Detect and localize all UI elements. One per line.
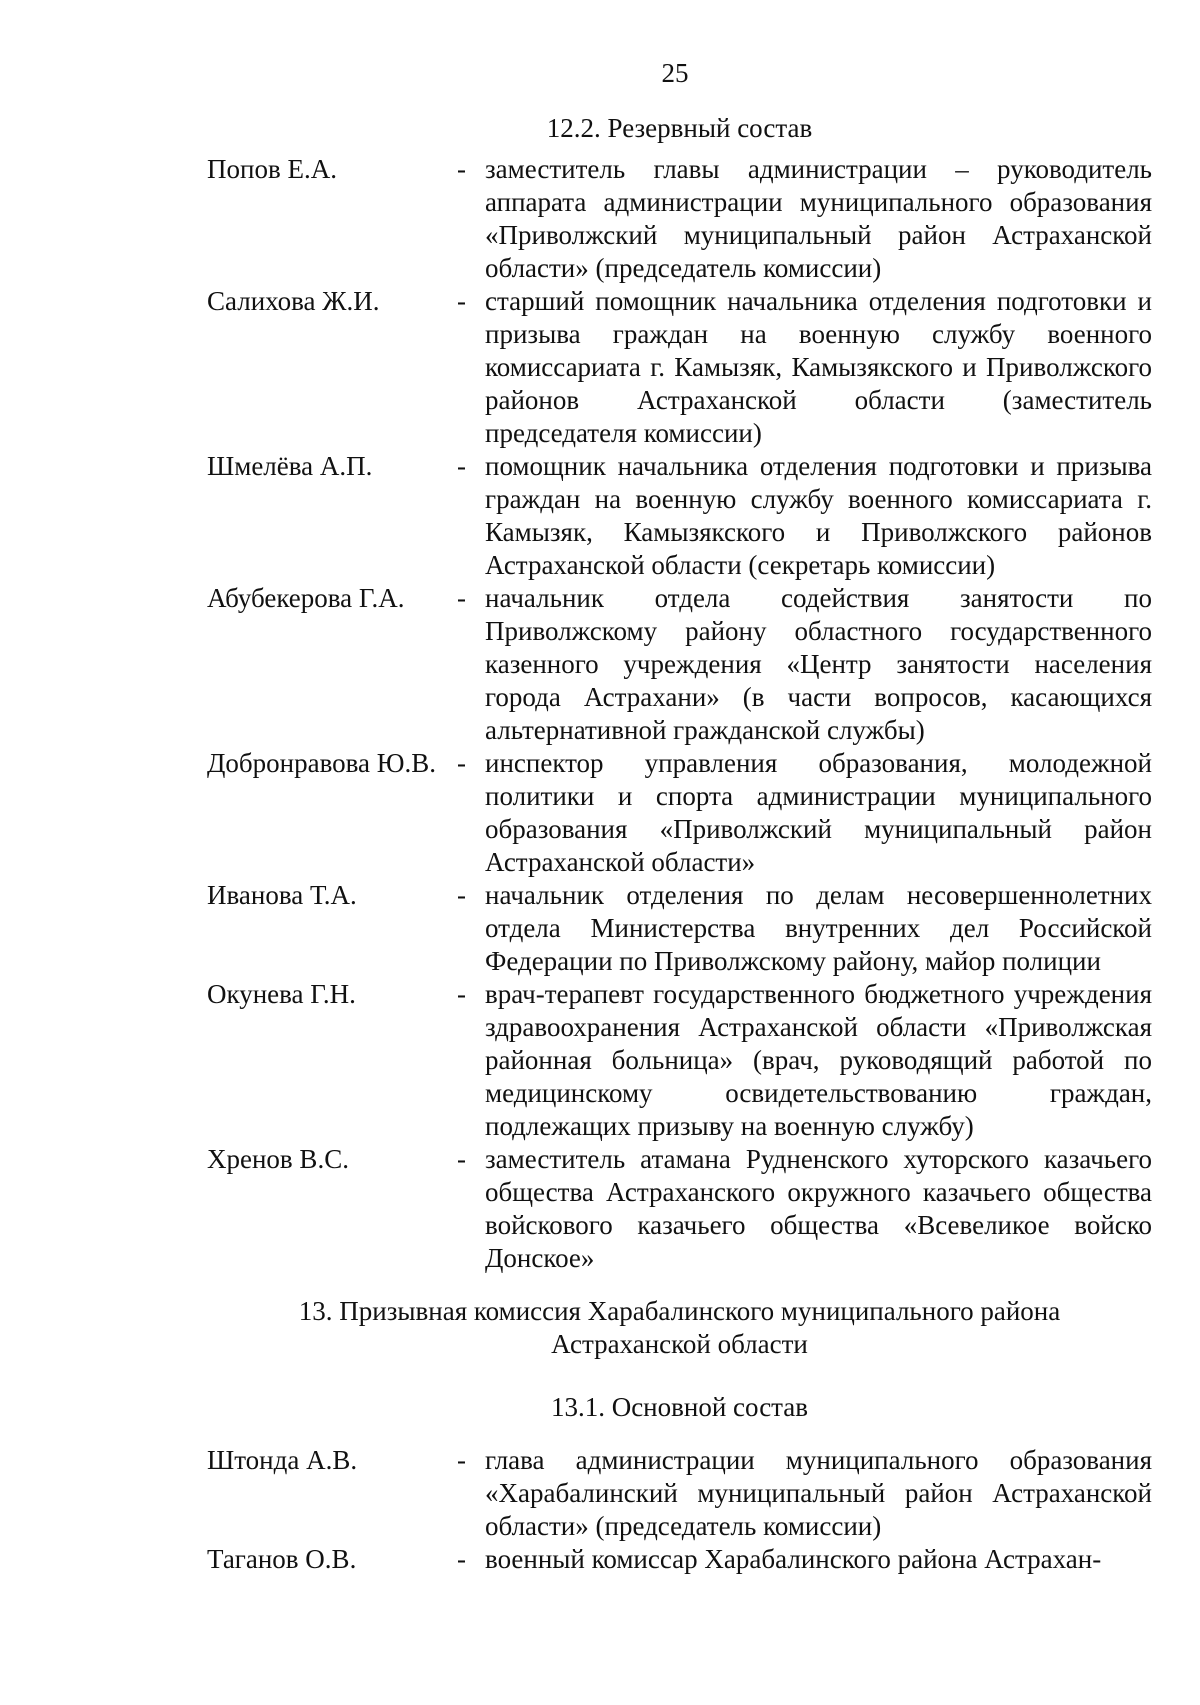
member-name: Штонда А.В. bbox=[207, 1445, 358, 1475]
member-role: помощник начальника отделения подготовки и призыва граждан на военную службу военного комиссариата г. Камызяк, Камызякского и Приволжского районов Астраханской области (секретарь комиссии) bbox=[485, 451, 1152, 580]
member-role: инспектор управления образования, молодежной политики и спорта администрации муниципального образования «Приволжский муниципальный район Астраханской области» bbox=[485, 748, 1152, 877]
section-heading-13-1: 13.1. Основной состав bbox=[550, 1392, 809, 1422]
member-name: Салихова Ж.И. bbox=[207, 286, 380, 316]
member-dash: - bbox=[457, 880, 466, 910]
member-role: начальник отделения по делам несовершеннолетних отдела Министерства внутренних дел Российской Федерации по Приволжскому району, майор полиции bbox=[485, 880, 1152, 976]
member-name: Попов Е.А. bbox=[207, 154, 337, 184]
member-role: начальник отдела содействия занятости по Приволжскому району областного государственного казенного учреждения «Центр занятости населения города Астрахани» (в части вопросов, касающихся альтернативной гражданской службы) bbox=[485, 583, 1152, 745]
section-heading-13 bbox=[207, 1295, 1152, 1361]
page-number: 25 bbox=[661, 58, 689, 88]
member-row bbox=[207, 1543, 1152, 1576]
member-dash: - bbox=[457, 154, 466, 184]
member-dash: - bbox=[457, 451, 466, 481]
member-role: старший помощник начальника отделения подготовки и призыва граждан на военную службу военного комиссариата г. Камызяк, Камызякского и Приволжского районов Астраханской области (заместитель председателя комиссии) bbox=[485, 286, 1152, 448]
member-row bbox=[207, 1143, 1152, 1275]
member-name: Окунева Г.Н. bbox=[207, 979, 356, 1009]
member-dash: - bbox=[457, 1445, 466, 1475]
member-row bbox=[207, 978, 1152, 1143]
member-name: Таганов О.В. bbox=[207, 1544, 357, 1574]
document-content bbox=[207, 112, 1152, 1576]
member-row bbox=[207, 747, 1152, 879]
member-row bbox=[207, 1444, 1152, 1543]
member-row bbox=[207, 450, 1152, 582]
member-role: заместитель атамана Рудненского хуторского казачьего общества Астраханского окружного казачьего общества войскового казачьего общества «Всевеликое войско Донское» bbox=[485, 1144, 1152, 1273]
member-dash: - bbox=[457, 979, 466, 1009]
member-name: Абубекерова Г.А. bbox=[207, 583, 405, 613]
member-list-12-2 bbox=[207, 153, 1152, 1275]
member-row bbox=[207, 153, 1152, 285]
member-role: врач-терапевт государственного бюджетного учреждения здравоохранения Астраханской области «Приволжская районная больница» (врач, руководящий работой по медицинскому освидетельствованию граждан, подлежащих призыву на военную службу) bbox=[485, 979, 1152, 1141]
section-heading-13-line2: Астраханской области bbox=[551, 1329, 808, 1359]
member-name: Шмелёва А.П. bbox=[207, 451, 373, 481]
member-role: заместитель главы администрации – руководитель аппарата администрации муниципального образования «Приволжский муниципальный район Астраханской области» (председатель комиссии) bbox=[485, 154, 1152, 283]
member-dash: - bbox=[457, 1144, 466, 1174]
section-heading-12-2: 12.2. Резервный состав bbox=[546, 113, 813, 143]
member-dash: - bbox=[457, 583, 466, 613]
member-dash: - bbox=[457, 286, 466, 316]
member-role: глава администрации муниципального образования «Харабалинский муниципальный район Астраханской области» (председатель комиссии) bbox=[485, 1445, 1152, 1541]
member-dash: - bbox=[457, 748, 466, 778]
member-name: Иванова Т.А. bbox=[207, 880, 357, 910]
member-row bbox=[207, 879, 1152, 978]
member-name: Добронравова Ю.В. bbox=[207, 748, 437, 778]
member-row bbox=[207, 582, 1152, 747]
section-heading-13-line1: 13. Призывная комиссия Харабалинского муниципального района bbox=[298, 1296, 1061, 1326]
member-list-13-1 bbox=[207, 1444, 1152, 1576]
member-name: Хренов В.С. bbox=[207, 1144, 349, 1174]
member-role: военный комиссар Харабалинского района Астрахан- bbox=[485, 1544, 1102, 1574]
member-row bbox=[207, 285, 1152, 450]
member-dash: - bbox=[457, 1544, 466, 1574]
